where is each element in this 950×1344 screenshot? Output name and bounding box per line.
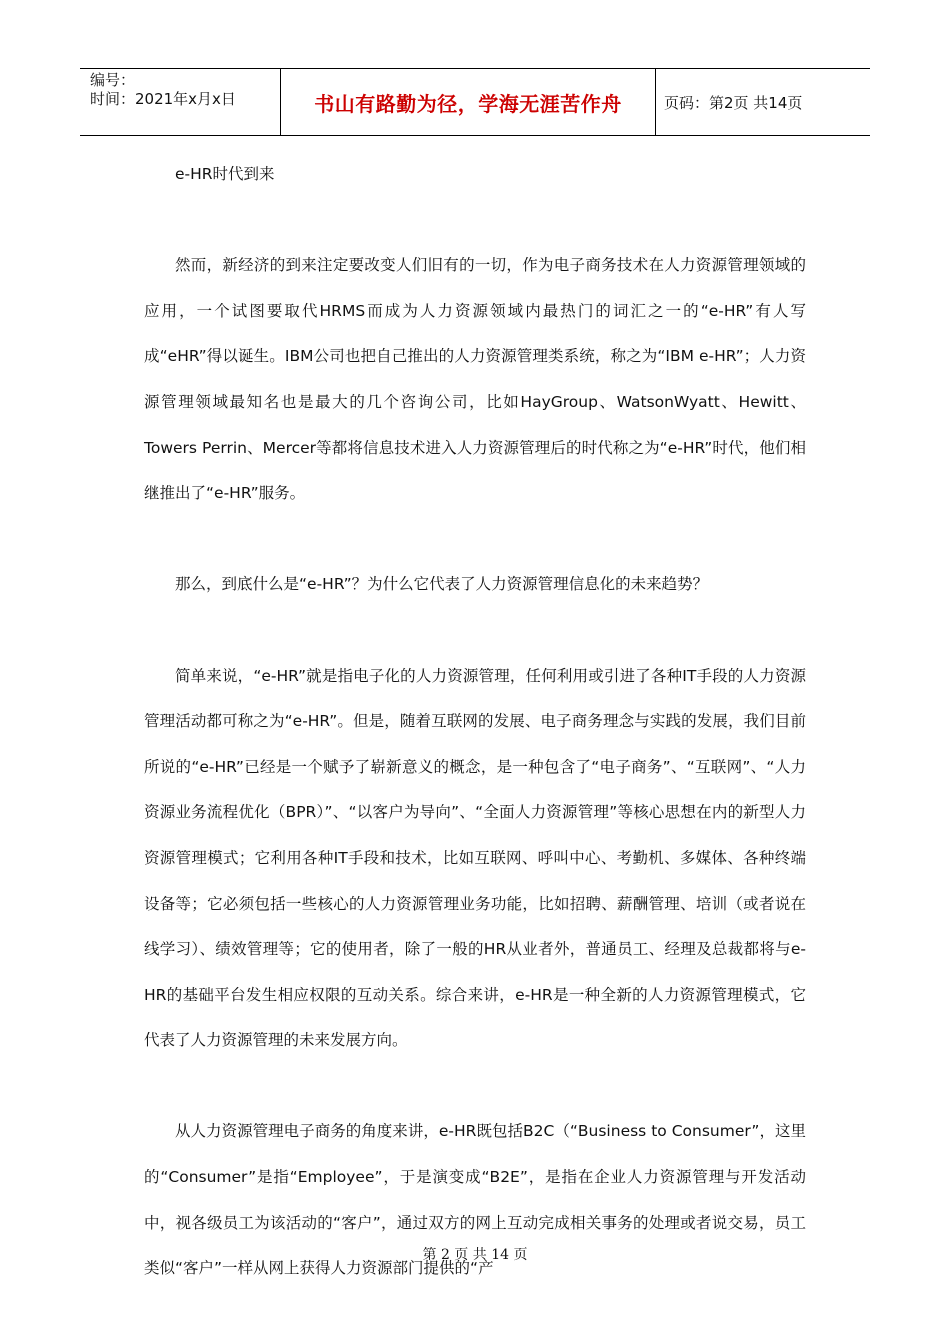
page-info: 页码：第2页 共14页 — [664, 93, 803, 112]
document-body — [144, 152, 806, 1292]
page-header — [80, 68, 870, 136]
paragraph-4: 从人力资源管理电子商务的角度来讲，e-HR既包括B2C（“Business to Consumer”，这里的“Consumer”是指“Employee”，于是演变成“B2E”，是指在企业人力资源管理与开发活动中，视各级员工为该活动的“客户”，通过双方的网上互动完成相关事务的处理或者说交易，员工类似“客户”一样从网上获得人力资源部门提供的“产 — [144, 1122, 806, 1278]
paragraph-1: 然而，新经济的到来注定要改变人们旧有的一切，作为电子商务技术在人力资源管理领域的应用，一个试图要取代HRMS而成为人力资源领域内最热门的词汇之一的“e-HR”有人写成“eHR”得以诞生。IBM公司也把自己推出的人力资源管理类系统，称之为“IBM e-HR”；人力资源管理领域最知名也是最大的几个咨询公司，比如HayGroup、WatsonWyatt、Hewitt、Towers Perrin、Mercer等都将信息技术进入人力资源管理后的时代称之为“e-HR”时代，他们相继推出了“e-HR”服务。 — [144, 256, 806, 503]
paragraph-spacer — [144, 517, 806, 563]
motto-text: 书山有路勤为径，学海无涯苦作舟 — [314, 91, 622, 116]
paragraph-spacer — [144, 1064, 806, 1110]
paragraph-3: 简单来说，“e-HR”就是指电子化的人力资源管理，任何利用或引进了各种IT手段的人力资源管理活动都可称之为“e-HR”。但是，随着互联网的发展、电子商务理念与实践的发展，我们目前所说的“e-HR”已经是一个赋予了崭新意义的概念，是一种包含了“电子商务”、“互联网”、“人力资源业务流程优化（BPR）”、“以客户为导向”、“全面人力资源管理”等核心思想在内的新型人力资源管理模式；它利用各种IT手段和技术，比如互联网、呼叫中心、考勤机、多媒体、各种终端设备等；它必须包括一些核心的人力资源管理业务功能，比如招聘、薪酬管理、培训（或者说在线学习）、绩效管理等；它的使用者，除了一般的HR从业者外，普通员工、经理及总裁都将与e-HR的基础平台发生相应权限的互动关系。综合来讲，e-HR是一种全新的人力资源管理模式，它代表了人力资源管理的未来发展方向。 — [144, 666, 806, 1050]
section-title: e-HR时代到来 — [175, 165, 275, 183]
header-info-cell — [80, 69, 281, 135]
page-footer: 第 2 页 共 14 页 — [422, 1247, 528, 1263]
document-code-label: 编号： — [90, 71, 136, 89]
document-date: 时间：2021年x月x日 — [90, 90, 236, 108]
header-page-cell — [656, 69, 870, 135]
paragraph-spacer — [144, 608, 806, 654]
paragraph-spacer — [144, 198, 806, 244]
paragraph-2: 那么，到底什么是“e-HR”？为什么它代表了人力资源管理信息化的未来趋势？ — [175, 575, 709, 594]
header-motto-cell — [281, 69, 656, 135]
